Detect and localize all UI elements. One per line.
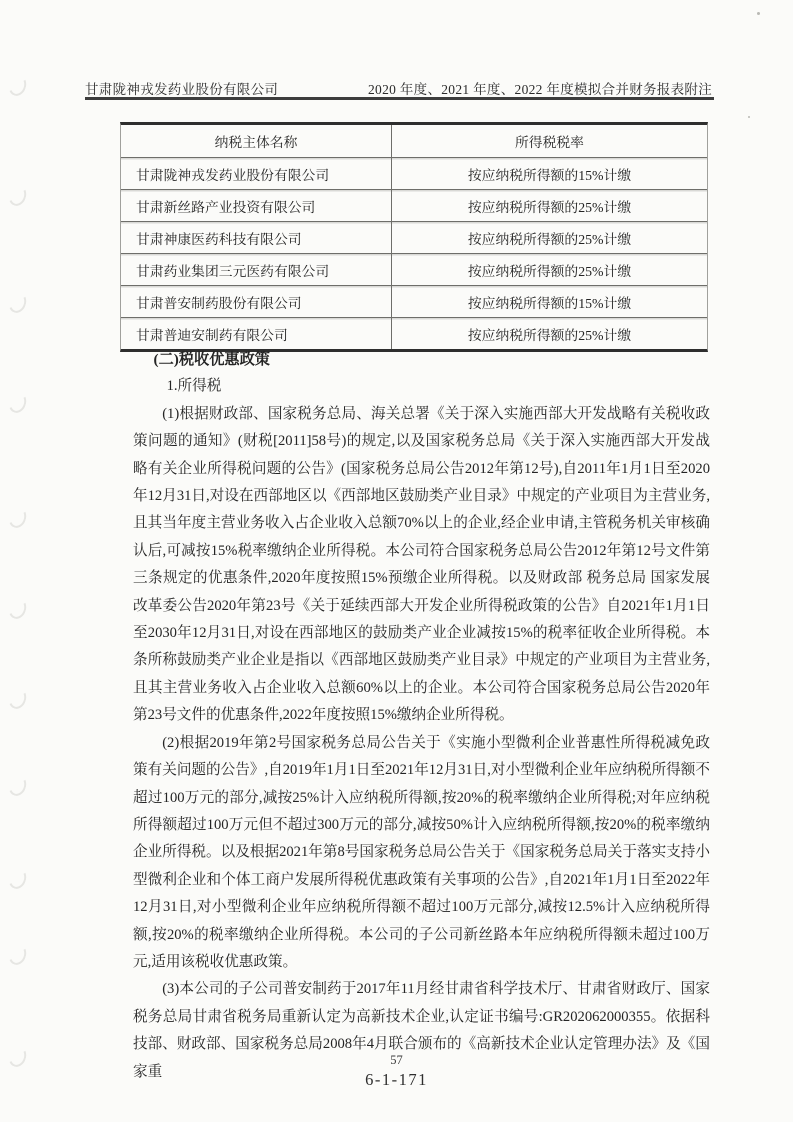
entity-name-cell: 甘肃普安制药股份有限公司 [121, 286, 392, 317]
entity-name-cell: 甘肃药业集团三元医药有限公司 [121, 254, 392, 285]
tax-rate-cell: 按应纳税所得额的15%计缴 [467, 167, 632, 183]
scan-speck [757, 12, 760, 15]
entity-name-cell: 甘肃普迪安制药有限公司 [121, 318, 392, 349]
table-row [121, 222, 707, 254]
page-number: 57 [390, 1053, 403, 1067]
table-row [121, 254, 707, 286]
tax-rate-cell: 按应纳税所得额的25%计缴 [467, 263, 632, 279]
page-header [85, 78, 712, 98]
document-number: 6-1-171 [365, 1070, 428, 1089]
tax-rate-cell: 按应纳税所得额的25%计缴 [467, 231, 632, 247]
scan-artifact-mark [6, 686, 29, 711]
header-company-name: 甘肃陇神戎发药业股份有限公司 [85, 82, 279, 97]
table-header-row [121, 125, 707, 158]
scan-artifact-mark [6, 773, 29, 798]
scan-artifact-mark [6, 73, 29, 98]
paragraph-3: (3)本公司的子公司普安制药于2017年11月经甘肃省科学技术厅、甘肃省财政厅、国家税务总局甘肃省税务局重新认定为高新技术企业,认定证书编号:GR202062000355。依据科技部、财政部、国家税务总局2008年4月联合颁布的《高新技术企业认定管理办法》及《国家重 [133, 981, 710, 1080]
scan-artifact-mark [6, 942, 29, 967]
scan-artifact-mark [6, 596, 29, 621]
column-header-entity: 纳税主体名称 [121, 125, 392, 157]
tax-rate-cell: 按应纳税所得额的25%计缴 [467, 327, 632, 343]
tax-rate-table [120, 122, 708, 352]
body-text [133, 346, 710, 1086]
scan-artifact-mark [6, 505, 29, 530]
scan-artifact-mark [6, 183, 29, 208]
scan-artifact-mark [6, 390, 29, 415]
table-row [121, 318, 707, 349]
scan-artifact-mark [6, 866, 29, 891]
entity-name-cell: 甘肃神康医药科技有限公司 [121, 222, 392, 253]
tax-rate-cell: 按应纳税所得额的15%计缴 [467, 295, 632, 311]
table-row [121, 190, 707, 222]
tax-rate-cell: 按应纳税所得额的25%计缴 [467, 199, 632, 215]
scan-artifact-mark [6, 290, 29, 315]
scan-speck [748, 116, 750, 118]
header-report-title: 2020 年度、2021 年度、2022 年度模拟合并财务报表附注 [367, 82, 712, 97]
column-header-rate: 所得税税率 [515, 135, 584, 150]
entity-name-cell: 甘肃陇神戎发药业股份有限公司 [121, 158, 392, 189]
paragraph-2: (2)根据2019年第2号国家税务总局公告关于《实施小型微利企业普惠性所得税减免政策有关问题的公告》,自2019年1月1日至2021年12月31日,对小型微利企业年应纳税所得额不超过100万元的部分,减按25%计入应纳税所得额,按20%的税率缴纳企业所得税;对年应纳税所得额超过100万元但不超过300万元的部分,减按50%计入应纳税所得额,按20%的税率缴纳企业所得税。以及根据2021年第8号国家税务总局公告关于《国家税务总局关于落实支持小型微利企业和个体工商户发展所得税优惠政策有关事项的公告》,自2021年1月1日至2022年12月31日,对小型微利企业年应纳税所得额不超过100万元部分,减按12.5%计入应纳税所得额,按20%的税率缴纳企业所得税。本公司的子公司新丝路本年应纳税所得额未超过100万元,适用该税收优惠政策。 [133, 734, 710, 970]
table-row [121, 286, 707, 318]
header-rule [85, 97, 714, 100]
table-row [121, 158, 707, 190]
entity-name-cell: 甘肃新丝路产业投资有限公司 [121, 190, 392, 221]
section-heading: (二)税收优惠政策 [153, 351, 270, 368]
paragraph-1: (1)根据财政部、国家税务总局、海关总署《关于深入实施西部大开发战略有关税收政策问题的通知》(财税[2011]58号)的规定,以及国家税务总局《关于深入实施西部大开发战略有关企业所得税问题的公告》(国家税务总局公告2012年第12号),自2011年1月1日至2020年12月31日,对设在西部地区以《西部地区鼓励类产业目录》中规定的产业项目为主营业务,且其当年度主营业务收入占企业收入总额70%以上的企业,经企业申请,主管税务机关审核确认后,可减按15%税率缴纳企业所得税。本公司符合国家税务总局公告2012年第12号文件第三条规定的优惠条件,2020年度按照15%预缴企业所得税。以及财政部 税务总局 国家发展改革委公告2020年第23号《关于延续西部大开发企业所得税政策的公告》自2021年1月1日至2030年12月31日,对设在西部地区的鼓励类产业企业减按15%的税率征收企业所得税。本条所称鼓励类产业企业是指以《西部地区鼓励类产业目录》中规定的产业项目为主营业务,且其主营业务收入占企业收入总额60%以上的企业。本公司符合国家税务总局公告2020年第23号文件的优惠条件,2022年度按照15%缴纳企业所得税。 [133, 405, 710, 724]
section-subheading: 1.所得税 [166, 378, 222, 395]
